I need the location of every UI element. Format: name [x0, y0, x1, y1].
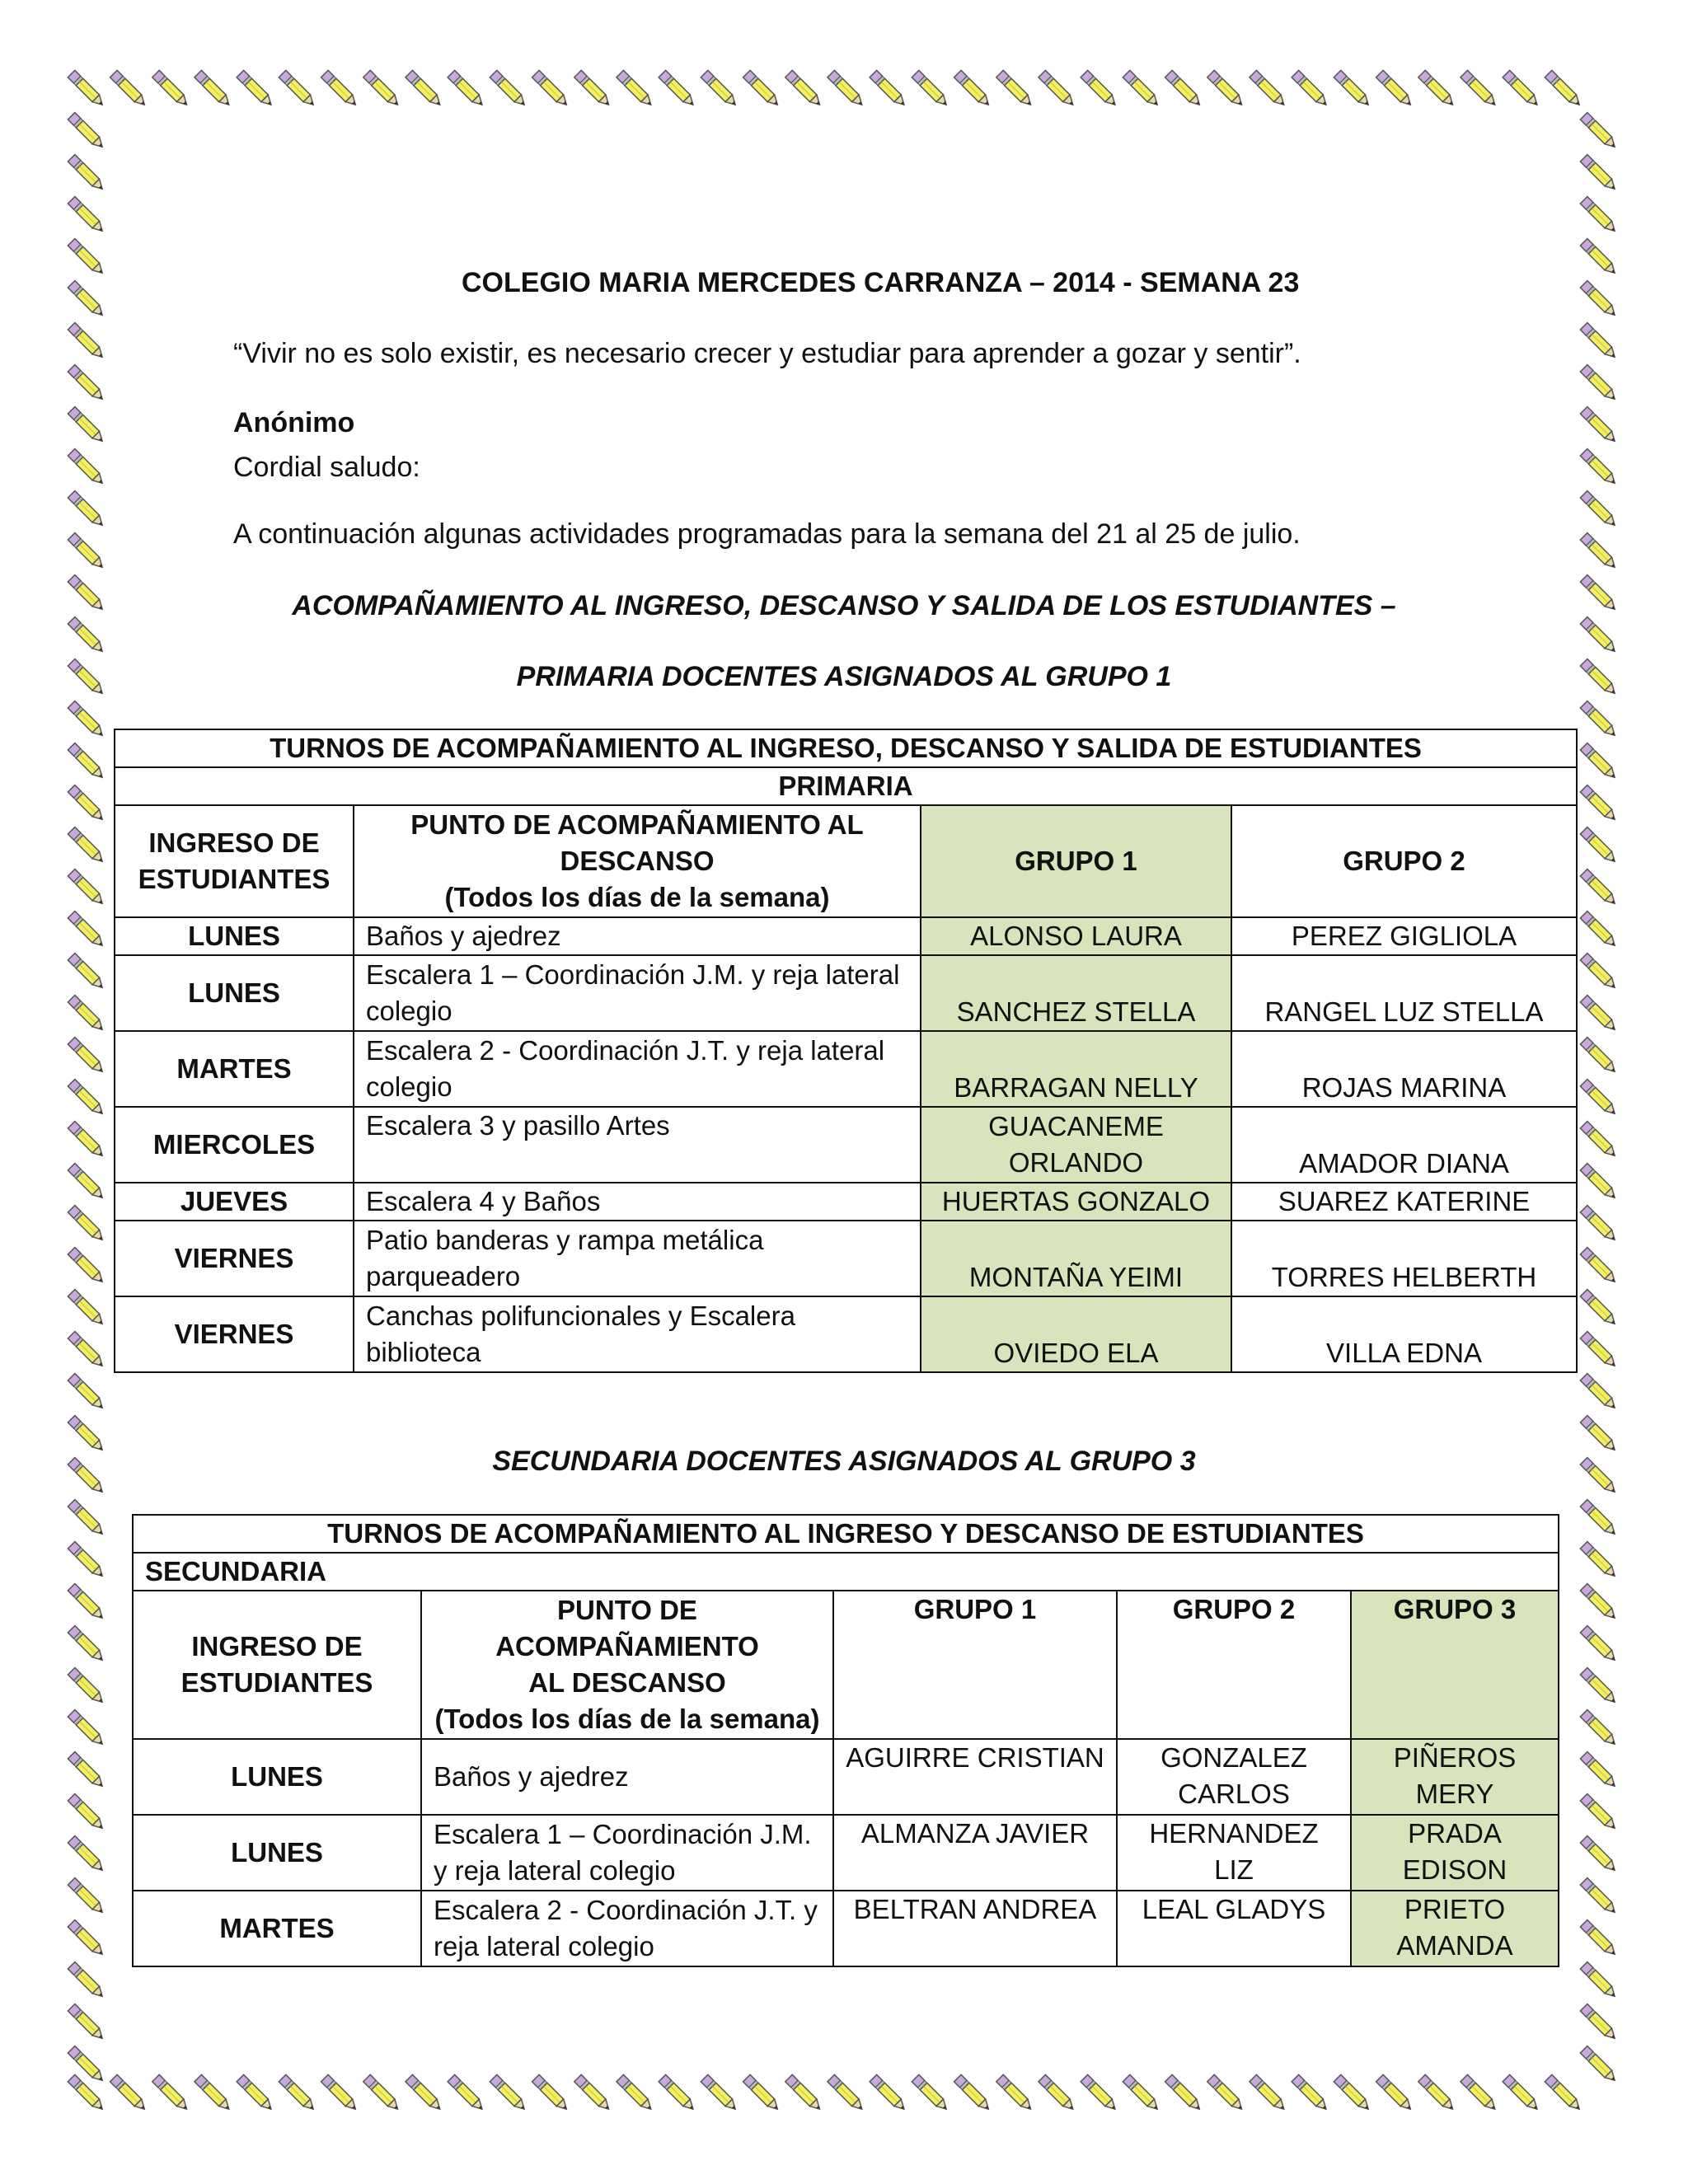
- day-cell: LUNES: [133, 1815, 421, 1891]
- group2-cell: LEAL GLADYS: [1117, 1891, 1351, 1966]
- group1-cell: SANCHEZ STELLA: [921, 955, 1231, 1031]
- table-row: [115, 917, 1577, 955]
- table-title: TURNOS DE ACOMPAÑAMIENTO AL INGRESO, DESCANSO Y SALIDA DE ESTUDIANTES: [115, 729, 1577, 767]
- column-header-group1: GRUPO 1: [833, 1591, 1117, 1739]
- group3-cell: PRADA EDISON: [1351, 1815, 1559, 1891]
- group2-cell: PEREZ GIGLIOLA: [1231, 917, 1577, 955]
- table-subtitle: PRIMARIA: [115, 767, 1577, 805]
- table-row: [115, 1296, 1577, 1372]
- quote: “Vivir no es solo existir, es necesario crecer y estudiar para aprender a gozar y sentir”.: [233, 338, 1301, 369]
- day-cell: JUEVES: [115, 1183, 354, 1221]
- day-cell: VIERNES: [115, 1221, 354, 1296]
- group2-cell: SUAREZ KATERINE: [1231, 1183, 1577, 1221]
- table-title: TURNOS DE ACOMPAÑAMIENTO AL INGRESO Y DESCANSO DE ESTUDIANTES: [133, 1515, 1559, 1553]
- group2-cell: HERNANDEZ LIZ: [1117, 1815, 1351, 1891]
- place-cell: Escalera 1 – Coordinación J.M. y reja lateral colegio: [421, 1815, 833, 1891]
- place-cell: Baños y ajedrez: [421, 1739, 833, 1815]
- group1-cell: BELTRAN ANDREA: [833, 1891, 1117, 1966]
- column-header-point: [421, 1591, 833, 1739]
- day-cell: MARTES: [115, 1031, 354, 1107]
- section-heading-primaria: PRIMARIA DOCENTES ASIGNADOS AL GRUPO 1: [516, 661, 1172, 692]
- place-cell: Patio banderas y rampa metálica parqueadero: [354, 1221, 921, 1296]
- group2-cell: RANGEL LUZ STELLA: [1231, 955, 1577, 1031]
- place-cell: Baños y ajedrez: [354, 917, 921, 955]
- secundaria-table: [132, 1514, 1559, 1967]
- section-heading-escort: ACOMPAÑAMIENTO AL INGRESO, DESCANSO Y SALIDA DE LOS ESTUDIANTES –: [292, 590, 1396, 621]
- group1-cell: AGUIRRE CRISTIAN: [833, 1739, 1117, 1815]
- place-cell: Escalera 1 – Coordinación J.M. y reja lateral colegio: [354, 955, 921, 1031]
- column-header-point: [354, 805, 921, 917]
- column-header-group2: GRUPO 2: [1231, 805, 1577, 917]
- place-cell: Escalera 3 y pasillo Artes: [354, 1107, 921, 1183]
- column-header-point-line2: (Todos los días de la semana): [444, 882, 830, 912]
- column-header-group2: GRUPO 2: [1117, 1591, 1351, 1739]
- place-cell: Escalera 2 - Coordinación J.T. y reja lateral colegio: [354, 1031, 921, 1107]
- group2-cell: ROJAS MARINA: [1231, 1031, 1577, 1107]
- column-header-group3: GRUPO 3: [1351, 1591, 1559, 1739]
- group1-cell: OVIEDO ELA: [921, 1296, 1231, 1372]
- group1-cell: ALMANZA JAVIER: [833, 1815, 1117, 1891]
- table-row: [115, 1183, 1577, 1221]
- column-header-point-line1: PUNTO DE ACOMPAÑAMIENTO AL DESCANSO: [495, 1595, 759, 1698]
- table-row: [115, 955, 1577, 1031]
- quote-author: Anónimo: [233, 407, 355, 438]
- section-heading-secundaria: SECUNDARIA DOCENTES ASIGNADOS AL GRUPO 3: [492, 1446, 1196, 1477]
- day-cell: MARTES: [133, 1891, 421, 1966]
- day-cell: LUNES: [115, 917, 354, 955]
- table-subtitle: SECUNDARIA: [133, 1553, 1559, 1591]
- column-header-point-line2: (Todos los días de la semana): [434, 1704, 820, 1734]
- group2-cell: TORRES HELBERTH: [1231, 1221, 1577, 1296]
- group1-cell: BARRAGAN NELLY: [921, 1031, 1231, 1107]
- day-cell: LUNES: [115, 955, 354, 1031]
- group2-cell: GONZALEZ CARLOS: [1117, 1739, 1351, 1815]
- group2-cell: AMADOR DIANA: [1231, 1107, 1577, 1183]
- group1-cell: HUERTAS GONZALO: [921, 1183, 1231, 1221]
- column-header-group1: GRUPO 1: [921, 805, 1231, 917]
- group3-cell: PRIETO AMANDA: [1351, 1891, 1559, 1966]
- table-row: [115, 1107, 1577, 1183]
- table-row: [133, 1739, 1559, 1815]
- group1-cell: GUACANEME ORLANDO: [921, 1107, 1231, 1183]
- table-row: [133, 1815, 1559, 1891]
- day-cell: VIERNES: [115, 1296, 354, 1372]
- day-cell: LUNES: [133, 1739, 421, 1815]
- place-cell: Escalera 2 - Coordinación J.T. y reja lateral colegio: [421, 1891, 833, 1966]
- place-cell: Escalera 4 y Baños: [354, 1183, 921, 1221]
- column-header-point-line1: PUNTO DE ACOMPAÑAMIENTO AL DESCANSO: [410, 809, 864, 876]
- group2-cell: VILLA EDNA: [1231, 1296, 1577, 1372]
- greeting: Cordial saludo:: [233, 452, 420, 483]
- table-row: [115, 1031, 1577, 1107]
- day-cell: MIERCOLES: [115, 1107, 354, 1183]
- place-cell: Canchas polifuncionales y Escalera biblioteca: [354, 1296, 921, 1372]
- table-row: [133, 1891, 1559, 1966]
- column-header-day: INGRESO DE ESTUDIANTES: [115, 805, 354, 917]
- document-title: COLEGIO MARIA MERCEDES CARRANZA – 2014 - SEMANA 23: [462, 267, 1300, 298]
- group1-cell: MONTAÑA YEIMI: [921, 1221, 1231, 1296]
- intro-text: A continuación algunas actividades programadas para la semana del 21 al 25 de julio.: [233, 518, 1301, 550]
- group3-cell: PIÑEROS MERY: [1351, 1739, 1559, 1815]
- column-header-day: INGRESO DE ESTUDIANTES: [133, 1591, 421, 1739]
- group1-cell: ALONSO LAURA: [921, 917, 1231, 955]
- primaria-table: [114, 729, 1578, 1373]
- table-row: [115, 1221, 1577, 1296]
